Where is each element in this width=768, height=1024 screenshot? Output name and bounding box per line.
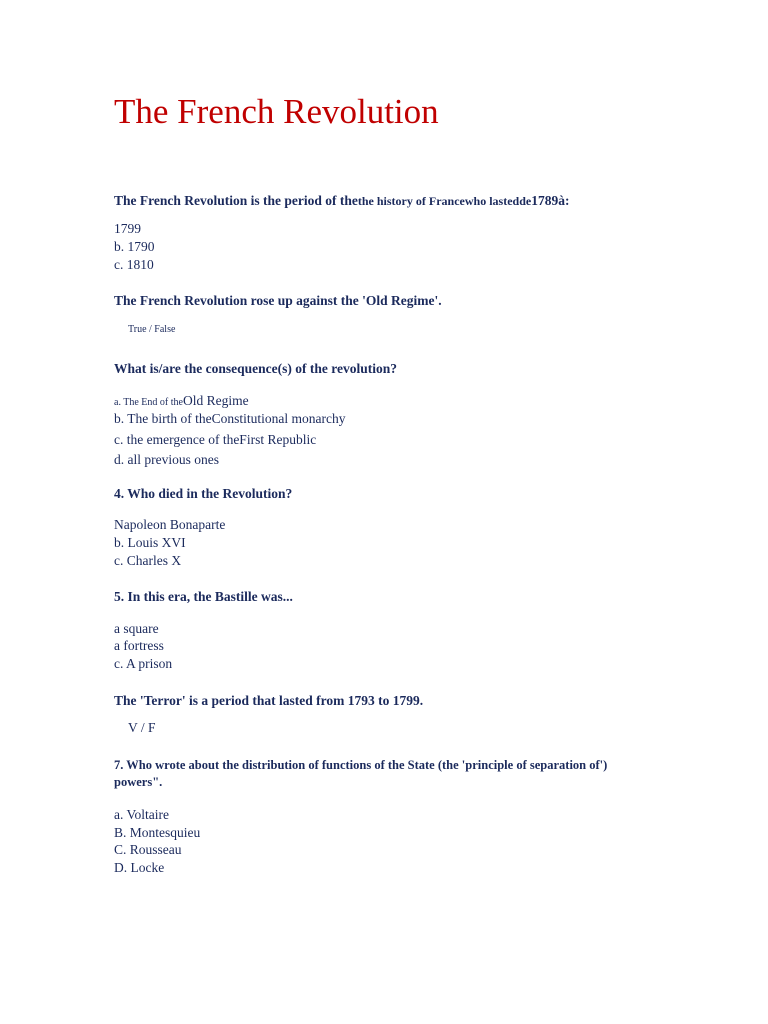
- page-title: The French Revolution: [114, 92, 439, 131]
- question-4-option: Napoleon Bonaparte: [114, 517, 226, 532]
- question-7-option: B. Montesquieu: [114, 825, 201, 840]
- question-5-option: c. A prison: [114, 656, 173, 671]
- question-3: What is/are the consequence(s) of the revolution?: [114, 361, 397, 376]
- question-6: The 'Terror' is a period that lasted from 1793 to 1799.: [114, 693, 424, 708]
- question-7-option: a. Voltaire: [114, 807, 169, 822]
- question-2-answer: True / False: [128, 324, 176, 335]
- question-3-option: b. The birth of theConstitutional monarchy: [114, 411, 346, 426]
- question-1: [114, 192, 634, 210]
- question-1-option: 1799: [114, 221, 141, 236]
- question-5: 5. In this era, the Bastille was...: [114, 589, 293, 604]
- question-2: The French Revolution rose up against the 'Old Regime'.: [114, 293, 442, 308]
- question-1-text-c: who lasted: [464, 194, 520, 208]
- question-1-text-a: The French Revolution is the period of the: [114, 193, 358, 208]
- question-3-option-a-prefix: a. The End of the: [114, 397, 183, 408]
- question-1-option: b. 1790: [114, 239, 155, 254]
- question-6-answer: V / F: [128, 720, 156, 735]
- question-1-text-e: 1789à:: [531, 193, 570, 208]
- question-7: 7. Who wrote about the distribution of functions of the State (the 'principle of separation of') powers".: [114, 758, 608, 789]
- question-4-option: b. Louis XVI: [114, 535, 186, 550]
- question-7-option: D. Locke: [114, 860, 165, 875]
- question-3-option: d. all previous ones: [114, 452, 219, 467]
- question-4: 4. Who died in the Revolution?: [114, 486, 293, 501]
- question-3-option-a: [114, 392, 249, 412]
- question-5-option: a square: [114, 621, 159, 636]
- question-3-option: c. the emergence of theFirst Republic: [114, 432, 317, 447]
- question-5-option: a fortress: [114, 638, 164, 653]
- question-1-text-b: the history of France: [357, 194, 465, 208]
- question-3-option-a-rest: Old Regime: [182, 393, 249, 408]
- question-1-option: c. 1810: [114, 257, 154, 272]
- question-1-text-d: de: [519, 194, 532, 208]
- question-7-option: C. Rousseau: [114, 842, 182, 857]
- question-4-option: c. Charles X: [114, 553, 182, 568]
